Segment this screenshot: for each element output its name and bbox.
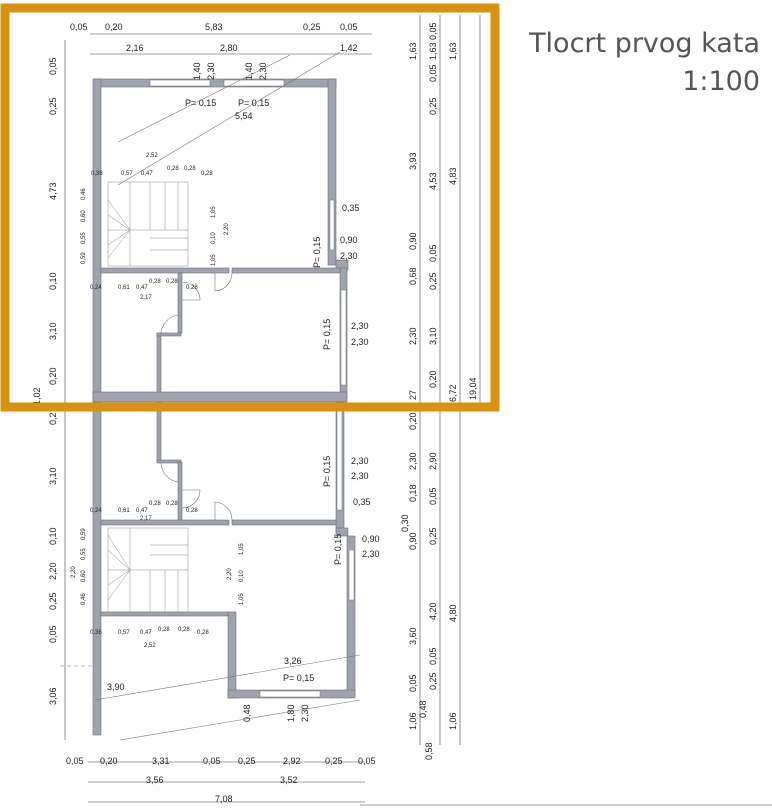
dim-label: 1,06 — [448, 712, 458, 730]
bath-wall-upper — [178, 273, 182, 333]
opening-label: 1,80 — [286, 704, 296, 722]
dim-label: 0,05 — [203, 756, 221, 766]
door-lower-bath — [182, 490, 200, 508]
opening-label: 2,30 — [340, 251, 358, 261]
dim-label: 0,30 — [400, 514, 410, 532]
dim-label: 0,58 — [424, 742, 434, 760]
stair-label: 0,55 — [81, 232, 87, 244]
stair-label: 0,28 — [166, 279, 178, 285]
dim-label: 3,06 — [48, 687, 58, 705]
top-dimension-labels — [70, 22, 358, 53]
stair-label: 0,60 — [81, 570, 87, 582]
dim-label: 3,60 — [408, 627, 418, 645]
dim-label: 4,83 — [448, 167, 458, 185]
window-b — [224, 80, 284, 86]
dim-label: 2,30 — [408, 452, 418, 470]
dim-label: 0,05 — [428, 64, 438, 82]
opening-label: 3,90 — [107, 682, 125, 692]
stair-lower-bottom-wall — [101, 612, 228, 616]
stair-label: 0,55 — [81, 548, 87, 560]
bath-wall-cap-upper — [157, 333, 181, 336]
dim-label: 0,05 — [66, 756, 84, 766]
stair-label: 1,05 — [211, 206, 217, 218]
stair-label: 2,20 — [224, 223, 230, 235]
dim-label: 7,08 — [215, 794, 233, 804]
dim-label: 0,05 — [358, 756, 376, 766]
hall-wall-upper — [232, 268, 340, 273]
stair-upper-outline — [108, 182, 188, 266]
dim-label: 4,80 — [448, 604, 458, 622]
dim-label: 0,05 — [340, 22, 358, 32]
dim-label: 0,68 — [408, 267, 418, 285]
stair-lower-line — [108, 570, 130, 600]
door-upper-hall — [215, 273, 232, 291]
diag-upper-1 — [118, 52, 340, 185]
stair-label: 0,46 — [81, 593, 87, 605]
stair-label: 0,60 — [81, 210, 87, 222]
opening-label: 0,35 — [353, 497, 371, 507]
opening-label: 0,90 — [362, 534, 380, 544]
stair-upper-line — [108, 215, 130, 230]
dim-label: 2,16 — [126, 43, 144, 53]
opening-label: P= 0,15 — [333, 533, 343, 565]
stair-label: 0,28 — [186, 508, 198, 514]
opening-label: 2,30 — [300, 704, 310, 722]
stair-label: 0,28 — [178, 627, 190, 633]
dim-label: 1,02 — [32, 387, 42, 405]
dim-label: 3,10 — [48, 322, 58, 340]
door-upper-inner — [161, 315, 178, 335]
dim-label: 0,25 — [428, 527, 438, 545]
opening-label: 2,30 — [351, 471, 369, 481]
stair-label: 0,28 — [158, 627, 170, 633]
drawing-title: Tlocrt prvog kata — [529, 28, 760, 59]
dim-label: 2,80 — [220, 43, 238, 53]
left-dimension-labels — [32, 57, 58, 705]
dim-label: 4,20 — [428, 602, 438, 620]
dim-label: 0,10 — [48, 527, 58, 545]
opening-label: 1,40 — [192, 62, 202, 80]
window-right-lower — [337, 410, 342, 510]
stair-label: 0,28 — [149, 501, 161, 507]
dim-label: 3,52 — [280, 775, 298, 785]
stair-label: 0,28 — [197, 630, 209, 636]
hall-wall-lower — [232, 520, 336, 525]
door-lower-inner — [161, 462, 178, 482]
dim-label: 0,05 — [428, 487, 438, 505]
dim-label: 0,10 — [48, 272, 58, 290]
dim-label: 3,10 — [428, 327, 438, 345]
door-lower-hall — [215, 502, 232, 520]
window-right-bottom — [349, 550, 354, 600]
dim-label: 0,25 — [325, 756, 343, 766]
stair-label: 2,17 — [140, 516, 152, 522]
dim-label: 0,2 — [48, 412, 58, 425]
stair-label: 0,59 — [81, 528, 87, 540]
dim-label: 0,90 — [408, 232, 418, 250]
stair-label: 0,46 — [81, 188, 87, 200]
drawing-scale: 1:100 — [682, 66, 760, 97]
stair-label: 0,61 — [118, 508, 130, 514]
dim-label: 0,20 — [428, 370, 438, 388]
opening-label: P= 0,15 — [322, 455, 332, 487]
dim-label: 0,20 — [105, 22, 123, 32]
opening-label: 2,30 — [351, 321, 369, 331]
stair-room-wall-upper — [101, 268, 229, 273]
stair-label: 0,28 — [186, 285, 198, 291]
dim-label: 0,25 — [428, 97, 438, 115]
dim-label: 6,72 — [448, 384, 458, 402]
opening-label: 2,30 — [206, 62, 216, 80]
bath-wall-lower — [178, 462, 182, 522]
top-windows — [150, 80, 354, 697]
stair-label: 0,47 — [141, 171, 153, 177]
dim-label: 0,05 — [428, 244, 438, 262]
opening-label: 2,30 — [351, 456, 369, 466]
stair-label: 2,52 — [144, 643, 156, 649]
stair-label: 0,57 — [121, 171, 133, 177]
window-right-upper — [330, 200, 334, 250]
stair-label: 0,10 — [239, 570, 245, 582]
dim-label: 3,56 — [146, 775, 164, 785]
dim-label: 1,63 — [448, 42, 458, 60]
dim-label: 0,90 — [408, 532, 418, 550]
opening-label: P= 0,15 — [238, 98, 270, 108]
stairs-lower — [108, 528, 188, 612]
stair-label: 0,36 — [91, 171, 103, 177]
window-bay — [260, 691, 320, 697]
dim-label: 4,73 — [48, 182, 58, 200]
stair-label: 1,05 — [239, 593, 245, 605]
dim-label: 3,93 — [408, 152, 418, 170]
stair-upper-line — [108, 230, 130, 258]
stair-label: 1,05 — [211, 254, 217, 266]
dim-label: 2,90 — [428, 452, 438, 470]
opening-label: 5,54 — [235, 111, 253, 121]
dim-label: 0,05 — [428, 22, 438, 40]
stair-labels-upper — [81, 153, 230, 301]
stair-label: 0,36 — [90, 630, 102, 636]
stair-label: 0,28 — [166, 501, 178, 507]
stair-label: 2,17 — [140, 295, 152, 301]
opening-label: P= 0,15 — [283, 673, 315, 683]
stair-label: 0,28 — [149, 279, 161, 285]
stair-lower-line — [108, 550, 130, 570]
dim-label: 0,18 — [408, 484, 418, 502]
opening-label: 2,30 — [258, 62, 268, 80]
opening-label: P= 0,15 — [322, 318, 332, 350]
opening-label: P= 0,15 — [185, 98, 217, 108]
dim-label: 0,20 — [48, 367, 58, 385]
opening-label: 0,35 — [342, 203, 360, 213]
dim-label: 0,05 — [70, 22, 88, 32]
stair-upper-line — [108, 200, 130, 230]
dim-label: 5,83 — [205, 22, 223, 32]
dim-label: 0,25 — [428, 272, 438, 290]
stair-lower-line — [108, 535, 130, 570]
dim-label: 3,31 — [152, 756, 170, 766]
opening-label: 2,30 — [351, 337, 369, 347]
dim-label: 27 — [408, 389, 418, 400]
dim-label: 4,53 — [428, 172, 438, 190]
stair-label: 2,52 — [146, 153, 158, 159]
opening-label: 1,40 — [244, 62, 254, 80]
dim-label: 0,20 — [408, 412, 418, 430]
stair-room-wall-lower — [101, 520, 229, 525]
stair-label: 2,20 — [71, 566, 77, 578]
diag-lower-2 — [120, 700, 360, 740]
right-dimension-labels — [400, 22, 478, 760]
dim-label: 3,10 — [48, 467, 58, 485]
opening-label: 3,26 — [284, 656, 302, 666]
dim-label: 1,63 — [408, 42, 418, 60]
stair-label: 0,28 — [184, 166, 196, 172]
stair-label: 0,47 — [136, 285, 148, 291]
dim-label: 1,42 — [340, 43, 358, 53]
stair-label: 0,28 — [201, 171, 213, 177]
stair-label: 0,24 — [90, 285, 102, 291]
bath-wall-cap-lower — [157, 460, 181, 463]
dim-label: 0,25 — [428, 672, 438, 690]
bottom-dimension-labels — [66, 756, 376, 804]
dim-label: 0,25 — [48, 592, 58, 610]
stair-label: 0,10 — [211, 232, 217, 244]
stairs-upper — [108, 182, 188, 266]
stair-label: 0,57 — [118, 630, 130, 636]
dim-label: 0,05 — [48, 57, 58, 75]
stair-label: 2,20 — [227, 568, 233, 580]
dim-label: 1,63 — [428, 42, 438, 60]
dim-label: 0,05 — [48, 625, 58, 643]
dim-label: 0,05 — [428, 647, 438, 665]
stair-label: 0,61 — [118, 285, 130, 291]
bay-left-wall — [228, 612, 236, 698]
stair-lower-line — [108, 570, 130, 585]
stair-label: 0,47 — [136, 508, 148, 514]
stair-label: 0,59 — [81, 252, 87, 264]
central-wall — [93, 392, 347, 402]
opening-label: P= 0,15 — [312, 236, 322, 268]
stair-label: 0,47 — [140, 630, 152, 636]
dim-label: 2,20 — [48, 562, 58, 580]
dim-label: 2,92 — [283, 756, 301, 766]
stair-label: 0,28 — [167, 166, 179, 172]
opening-label: 0,48 — [242, 704, 252, 722]
dim-label: 2,30 — [408, 327, 418, 345]
stair-label: 1,05 — [239, 543, 245, 555]
dim-label: 0,20 — [100, 756, 118, 766]
stair-upper-line — [108, 230, 130, 245]
stair-label: 0,24 — [90, 508, 102, 514]
dim-label: 0,25 — [303, 22, 321, 32]
dim-label: 19,04 — [468, 377, 478, 400]
opening-label: 0,90 — [340, 235, 358, 245]
dim-label: 0,25 — [238, 756, 256, 766]
dim-label: 0,25 — [48, 97, 58, 115]
dim-label: 0,05 — [408, 674, 418, 692]
dim-label: 0,48 — [418, 700, 428, 718]
window-right-mid — [341, 290, 346, 385]
bath-wall-inner-upper — [157, 333, 161, 395]
opening-label: 2,30 — [362, 549, 380, 559]
dim-label: 1,06 — [408, 712, 418, 730]
